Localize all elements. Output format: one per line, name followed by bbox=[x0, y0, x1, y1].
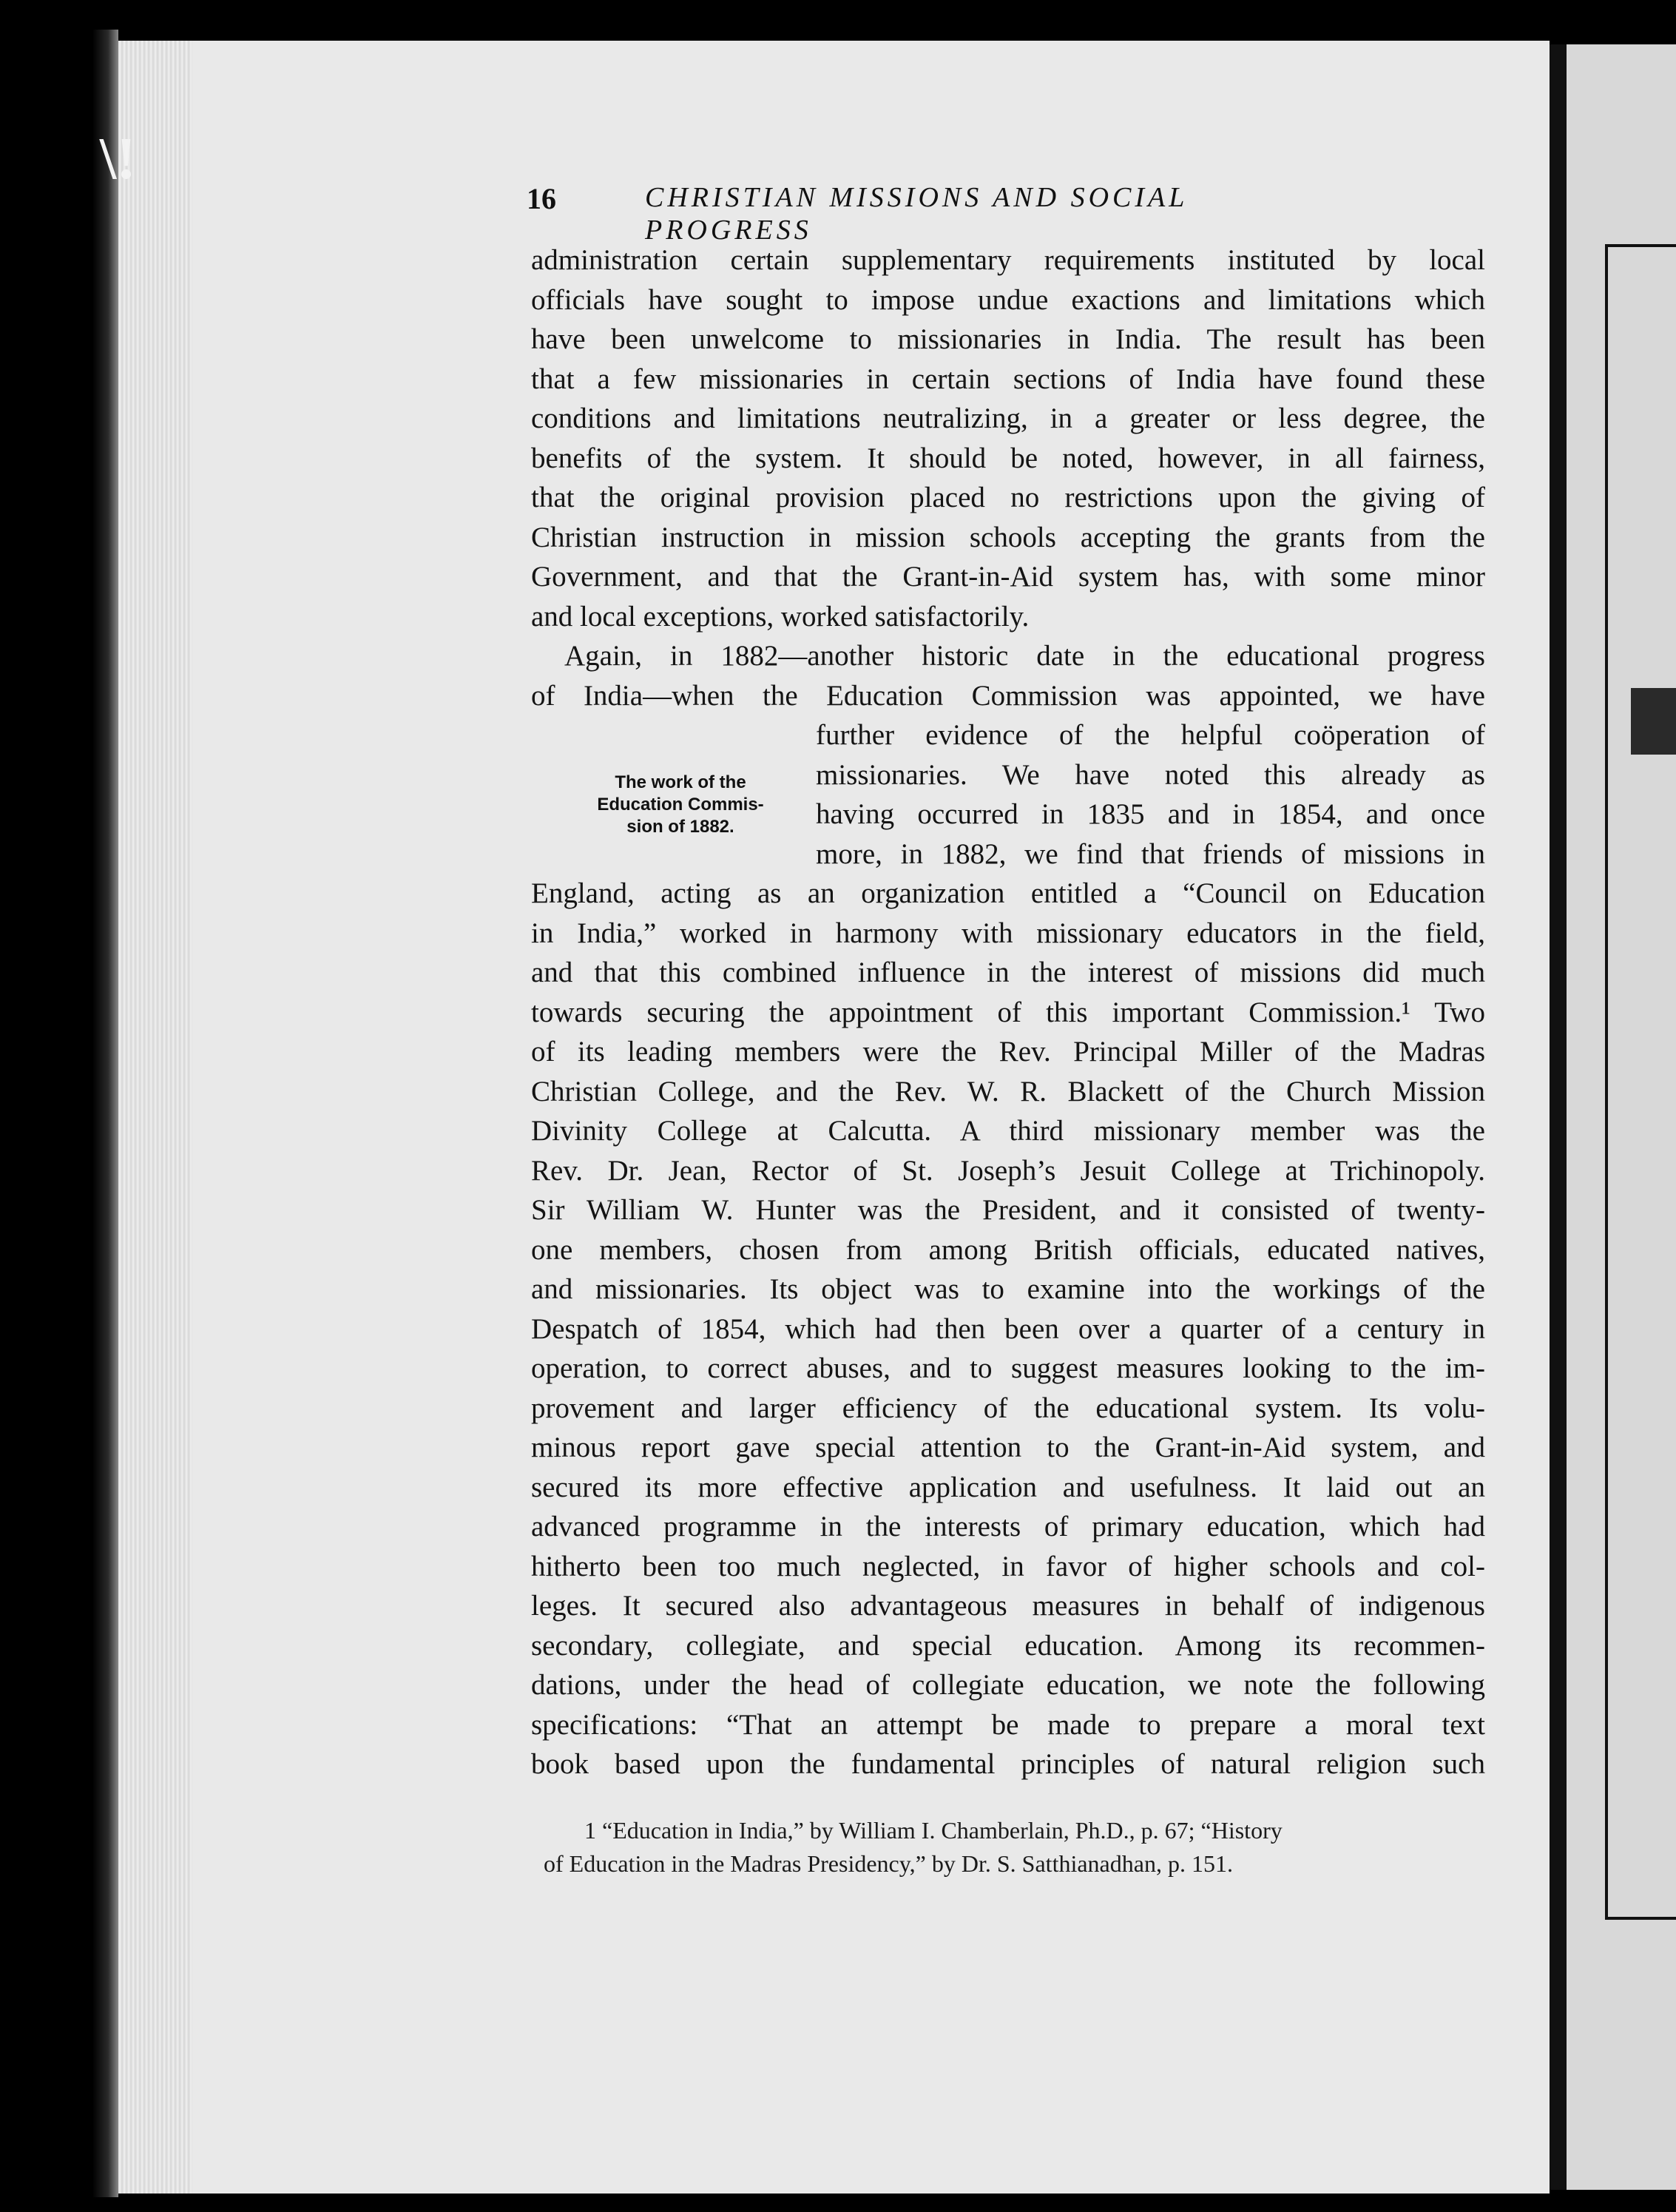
body-line: specifications: “That an attempt be made to prepare a moral text bbox=[531, 1708, 1485, 1741]
body-line: that the original provision placed no restrictions upon the giving of bbox=[531, 482, 1485, 513]
body-line: Government, and that the Grant-in-Aid system has, with some minor bbox=[531, 561, 1485, 593]
body-line: administration certain supplementary requirements instituted by local bbox=[531, 244, 1485, 276]
footnote-line: 1 “Education in India,” by William I. Chamberlain, Ph.D., p. 67; “History bbox=[584, 1817, 1283, 1844]
body-text bbox=[531, 240, 1493, 1784]
body-line: Christian instruction in mission schools accepting the grants from the bbox=[531, 521, 1485, 553]
margin-sidenote bbox=[566, 772, 795, 838]
body-line: England, acting as an organization entitled a “Council on Education bbox=[531, 877, 1485, 909]
body-line: and local exceptions, worked satisfactorily. bbox=[531, 600, 1030, 633]
body-line: Divinity College at Calcutta. A third missionary member was the bbox=[531, 1115, 1485, 1147]
body-line: minous report gave special attention to the Grant-in-Aid system, and bbox=[531, 1432, 1485, 1463]
body-line: Rev. Dr. Jean, Rector of St. Joseph’s Jesuit College at Trichinopoly. bbox=[531, 1154, 1485, 1187]
body-line: secondary, collegiate, and special education. Among its recommen- bbox=[531, 1629, 1485, 1662]
footnote-line: of Education in the Madras Presidency,” by Dr. S. Satthianadhan, p. 151. bbox=[544, 1850, 1233, 1877]
facing-page-tab bbox=[1631, 688, 1676, 755]
gutter bbox=[1550, 44, 1567, 2190]
body-line-beside-sidenote: further evidence of the helpful coöperation of bbox=[816, 719, 1485, 751]
margin-mark: \! bbox=[100, 127, 136, 192]
sidenote-line: sion of 1882. bbox=[626, 817, 734, 837]
body-line: conditions and limitations neutralizing, in a greater or less degree, the bbox=[531, 402, 1485, 434]
body-line: and that this combined influence in the interest of missions did much bbox=[531, 957, 1485, 988]
body-line: Despatch of 1854, which had then been over a quarter of a century in bbox=[531, 1312, 1485, 1345]
body-line: Christian College, and the Rev. W. R. Blackett of the Church Mission bbox=[531, 1075, 1485, 1107]
facing-page-frame bbox=[1605, 244, 1676, 1920]
body-line-beside-sidenote: missionaries. We have noted this already as bbox=[816, 758, 1485, 791]
body-line: of its leading members were the Rev. Principal Miller of the Madras bbox=[531, 1036, 1485, 1068]
body-line: Again, in 1882—another historic date in the educational progress bbox=[564, 640, 1485, 672]
body-line: towards securing the appointment of this important Commission.¹ Two bbox=[531, 996, 1485, 1028]
body-line: Sir William W. Hunter was the President, and it consisted of twenty- bbox=[531, 1194, 1485, 1226]
page-edges bbox=[111, 41, 192, 2194]
binding-shadow bbox=[92, 30, 118, 2197]
body-line: operation, to correct abuses, and to suggest measures looking to the im- bbox=[531, 1352, 1485, 1384]
sidenote-line: The work of the bbox=[615, 772, 746, 792]
body-line-beside-sidenote: having occurred in 1835 and in 1854, and once bbox=[816, 798, 1485, 830]
body-line: and missionaries. Its object was to examine into the workings of the bbox=[531, 1273, 1485, 1305]
body-line: book based upon the fundamental principles of natural religion such bbox=[531, 1748, 1485, 1780]
body-line: one members, chosen from among British officials, educated natives, bbox=[531, 1233, 1485, 1266]
page-number: 16 bbox=[527, 182, 556, 215]
body-line-beside-sidenote: more, in 1882, we find that friends of missions in bbox=[816, 837, 1485, 870]
body-line: officials have sought to impose undue exactions and limitations which bbox=[531, 283, 1485, 316]
body-line: benefits of the system. It should be noted, however, in all fairness, bbox=[531, 442, 1485, 474]
sidenote-line: Education Commis- bbox=[597, 795, 764, 815]
body-line: leges. It secured also advantageous measures in behalf of indigenous bbox=[531, 1590, 1485, 1622]
body-line: advanced programme in the interests of primary education, which had bbox=[531, 1511, 1485, 1542]
body-line: have been unwelcome to missionaries in India. The result has been bbox=[531, 323, 1485, 355]
body-line: provement and larger efficiency of the educational system. Its volu- bbox=[531, 1392, 1485, 1424]
body-line: that a few missionaries in certain sections of India have found these bbox=[531, 363, 1485, 395]
body-line: secured its more effective application and usefulness. It laid out an bbox=[531, 1471, 1485, 1503]
footnote bbox=[544, 1814, 1494, 1881]
body-line: in India,” worked in harmony with missionary educators in the field, bbox=[531, 917, 1485, 949]
body-line: dations, under the head of collegiate education, we note the following bbox=[531, 1669, 1485, 1701]
running-title: CHRISTIAN MISSIONS AND SOCIAL PROGRESS bbox=[645, 182, 1188, 246]
body-line: of India—when the Education Commission was appointed, we have bbox=[531, 679, 1485, 712]
running-head bbox=[527, 181, 1362, 246]
body-line: hitherto been too much neglected, in favor of higher schools and col- bbox=[531, 1550, 1485, 1582]
